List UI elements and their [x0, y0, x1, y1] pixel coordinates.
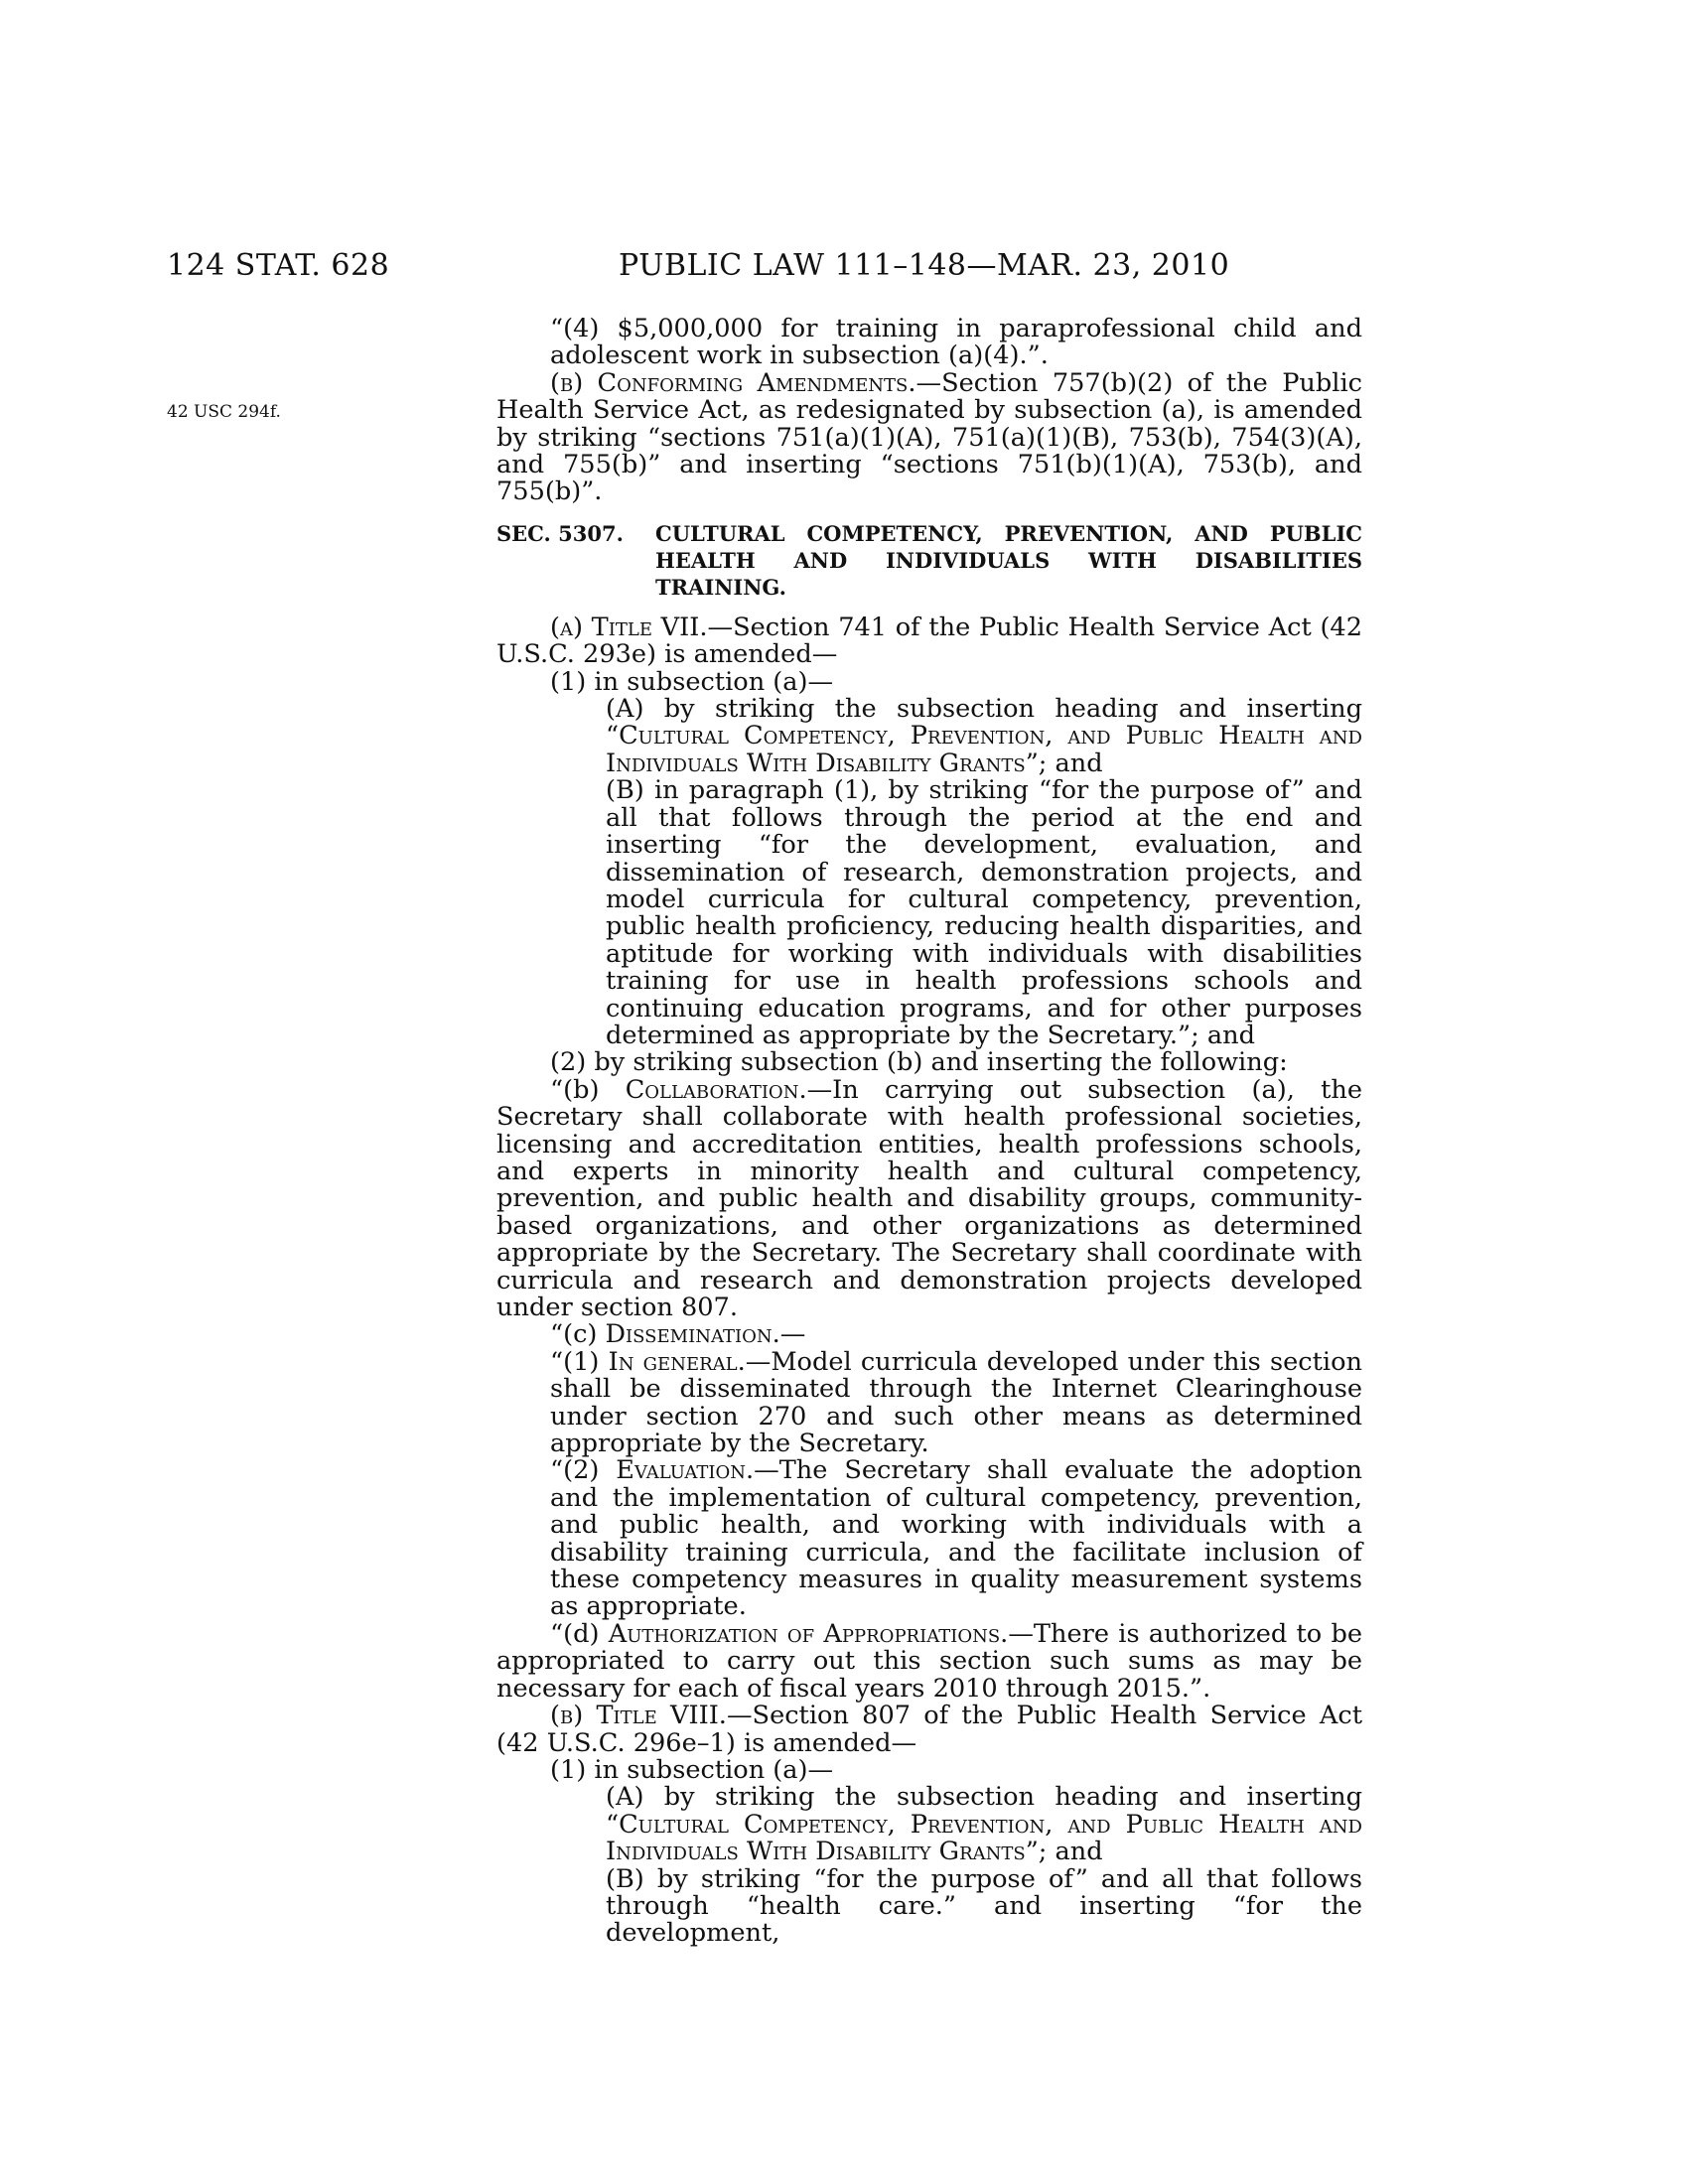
- section-title: CULTURAL COMPETENCY, PREVENTION, AND PUBLIC HEALTH AND INDIVIDUALS WITH DISABILITIES TRAINING.: [655, 520, 1362, 600]
- subsection-a-title-vii: [496, 614, 1362, 669]
- usc-margin-note: 42 USC 294f.: [167, 402, 281, 422]
- authorization-label: Authorization of Appropriations.: [608, 1618, 1009, 1649]
- title-vii-text: —Section 741 of the Public Health Service Act (42 U.S.C. 293e) is amended—: [496, 612, 1362, 670]
- conforming-amendments-text: —Section 757(b)(2) of the Public Health Service Act, as redesignated by subsection (a), is amended by striking “sections 751(a)(1)(A), 751(a)(1)(B), 753(b), 754(3)(A), and 755(b)” and inserting “sections 751(b)(1)(A), 753(b), and 755(b)”.: [496, 367, 1362, 507]
- statute-body: [496, 316, 1362, 1948]
- collaboration-prefix: “(b): [550, 1074, 626, 1105]
- dissemination-dash: —: [779, 1319, 806, 1350]
- section-heading: [496, 520, 1362, 601]
- collaboration-text: —In carrying out subsection (a), the Secretary shall collaborate with health professional societies, licensing and accreditation entities, health professions schools, and experts in minority health and cultural competency, prevention, and public health and disability groups, community-based organizations, and other organizations as determined appropriate by the Secretary. The Secretary shall coordinate with curricula and research and demonstration projects developed under section 807.: [496, 1074, 1362, 1322]
- subparagraph-b-1-A: [496, 1784, 1362, 1865]
- in-general-label: In general.: [608, 1346, 746, 1377]
- a-1-A-prefix: (A) by striking the subsection heading and inserting “: [606, 694, 1362, 751]
- evaluation-label: Evaluation.: [616, 1455, 755, 1486]
- subparagraph-b-1-B: (B) by striking “for the purpose of” and all that follows through “health care.” and inserting “for the development,: [606, 1863, 1362, 1949]
- evaluation-text: —The Secretary shall evaluate the adoption and the implementation of cultural competency, prevention, and public health, and working with individuals with a disability training curricula, and the facilitate inclusion of these competency measures in quality measurement systems as appropriate.: [550, 1455, 1362, 1622]
- b-1-A-suffix: ”; and: [1025, 1837, 1103, 1867]
- authorization-text: —There is authorized to be appropriated to carry out this section such sums as may be necessary for each of fiscal years 2010 through 2015.”.: [496, 1618, 1362, 1704]
- a-1-A-heading: Cultural Competency, Prevention, and Public Health and Individuals With Disability Grants: [606, 721, 1362, 778]
- authorization-prefix: “(d): [550, 1618, 609, 1649]
- title-vii-label: (a) Title VII.: [550, 612, 708, 642]
- in-general-text: —Model curricula developed under this section shall be disseminated through the Internet Clearinghouse under section 270 and such other means as determined appropriate by the Secretary.: [550, 1346, 1363, 1459]
- paragraph-b-1: (1) in subsection (a)—: [550, 1754, 834, 1785]
- in-general-prefix: “(1): [550, 1346, 609, 1377]
- subparagraph-a-1-B: (B) in paragraph (1), by striking “for the purpose of” and all that follows through the period at the end and inserting “for the development, evaluation, and dissemination of research, demonstration projects, and model curricula for cultural competency, prevention, public health proficiency, reducing health disparities, and aptitude for working with individuals with disabilities training for use in health professions schools and continuing education programs, and for other purposes determined as appropriate by the Secretary.”; and: [606, 775, 1362, 1050]
- section-number: SEC. 5307.: [496, 520, 624, 546]
- dissemination-evaluation: [496, 1457, 1362, 1620]
- dissemination-subsection: [496, 1321, 1362, 1348]
- title-viii-label: (b) Title VIII.: [550, 1701, 727, 1731]
- statute-page-number: 124 STAT. 628: [167, 248, 390, 283]
- evaluation-prefix: “(2): [550, 1455, 617, 1486]
- paragraph-a-1: (1) in subsection (a)—: [550, 666, 834, 697]
- conforming-amendments: [496, 367, 1362, 507]
- collaboration-label: Collaboration.: [625, 1074, 807, 1105]
- authorization-of-appropriations: [496, 1618, 1362, 1704]
- title-viii-text: —Section 807 of the Public Health Service Act (42 U.S.C. 296e–1) is amended—: [496, 1701, 1362, 1758]
- conforming-amendments-label: (b) Conforming Amendments.: [550, 367, 916, 398]
- subparagraph-a-1-A: [496, 696, 1362, 777]
- collaboration-subsection: [496, 1074, 1362, 1322]
- b-1-A-heading: Cultural Competency, Prevention, and Public Health and Individuals With Disability Grants: [606, 1809, 1362, 1867]
- dissemination-in-general: [496, 1346, 1363, 1459]
- paragraph-a-2: (2) by striking subsection (b) and inserting the following:: [550, 1047, 1288, 1078]
- dissemination-prefix: “(c): [550, 1319, 606, 1350]
- running-header: PUBLIC LAW 111–148—MAR. 23, 2010: [619, 248, 1230, 283]
- subsection-b-title-viii: [496, 1703, 1362, 1757]
- b-1-A-prefix: (A) by striking the subsection heading and inserting “: [606, 1782, 1362, 1840]
- paragraph-4-training: “(4) $5,000,000 for training in paraprofessional child and adolescent work in subsection (a)(4).”.: [550, 314, 1362, 371]
- a-1-A-suffix: ”; and: [1025, 748, 1103, 778]
- dissemination-label: Dissemination.: [605, 1319, 780, 1350]
